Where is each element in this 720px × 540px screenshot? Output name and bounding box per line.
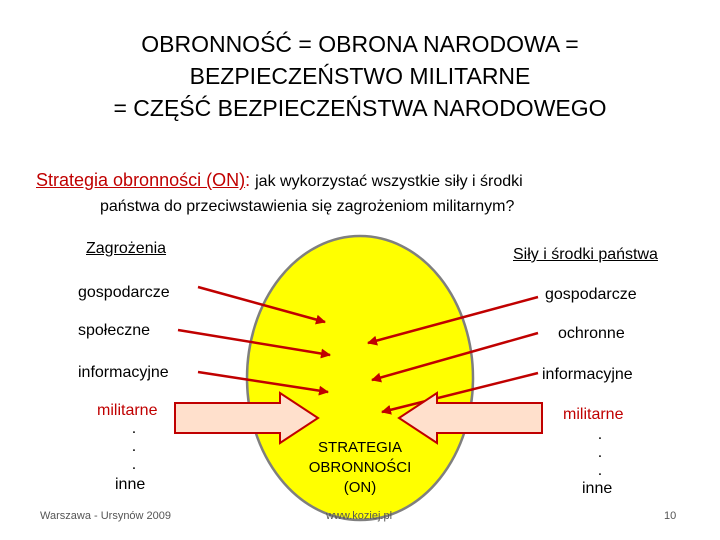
question-text-2: państwa do przeciwstawienia się zagrożeniom militarnym? [100,198,515,215]
ellipsis-dot: . [597,444,603,461]
resource-other: inne [582,480,613,497]
strategy-term: Strategia obronności (ON) [36,170,246,190]
resource-military: militarne [563,406,624,423]
ellipsis-dot: . [131,438,137,455]
footer-website: www.koziej.pl [326,510,393,522]
resource-protective: ochronne [558,325,625,342]
threat-information: informacyjne [78,364,169,381]
threat-ellipsis [124,420,144,474]
footer-location: Warszawa - Ursynów 2009 [40,510,172,522]
strategy-label [270,438,450,498]
question-colon: : [245,170,251,190]
resource-information: informacyjne [542,366,633,383]
resources-header: Siły i środki państwa [513,246,658,263]
strategy-label-line-2: OBRONNOŚCI [308,459,412,476]
threats-header: Zagrożenia [86,240,167,257]
resource-economic: gospodarcze [545,286,637,303]
ellipsis-dot: . [131,420,137,437]
strategy-label-line-1: STRATEGIA [318,439,402,456]
ellipsis-dot: . [597,462,603,479]
ellipsis-dot: . [131,456,137,473]
title-line-2: BEZPIECZEŃSTWO MILITARNE [189,63,531,89]
strategy-label-line-3: (ON) [343,479,377,496]
ellipsis-dot: . [597,426,603,443]
title-line-1: OBRONNOŚĆ = OBRONA NARODOWA = [141,31,579,57]
threat-military: militarne [97,402,158,419]
page-number: 10 [664,510,677,522]
resource-ellipsis [590,426,610,480]
threat-social: społeczne [78,322,151,339]
threat-other: inne [115,476,146,493]
title-line-3: = CZĘŚĆ BEZPIECZEŃSTWA NARODOWEGO [113,95,607,121]
threat-economic: gospodarcze [78,284,170,301]
question-text-1: jak wykorzystać wszystkie siły i środki [255,173,523,190]
